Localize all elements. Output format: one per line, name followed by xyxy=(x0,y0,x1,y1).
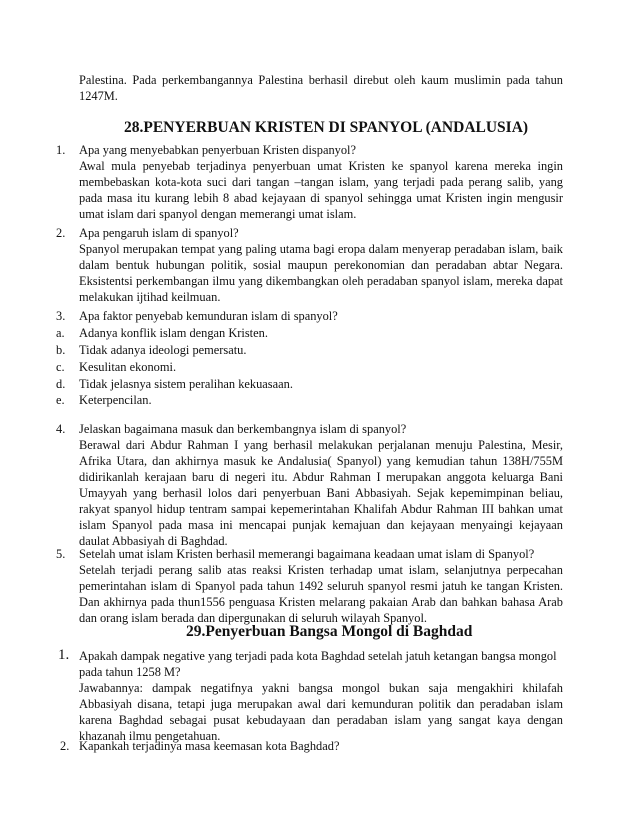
section-29-title: 29.Penyerbuan Bangsa Mongol di Baghdad xyxy=(186,623,473,640)
question-number: 1. xyxy=(58,647,70,663)
answer-paragraph: Setelah terjadi perang salib atas reaksi Kristen terhadap umat islam, selanjutnya perpecahan pemerintahan islam di Spanyol pada tahun 1492 seluruh spanyol resmi jatuh ke tangan Kristen. Dan akhirnya pada thun1556 penguasa Kristen melarang pakaian Arab dan bahkan bahasa Arab dan orang islam berada dan dipergunakan di seluruh wilayah Spanyol. xyxy=(79,563,563,625)
list-letter: a. xyxy=(56,326,65,340)
list-letter: d. xyxy=(56,377,66,391)
answer-paragraph: Jawabannya: dampak negatifnya yakni bangsa mongol bukan saja mengakhiri khilafah Abbasiyah disana, tetapi juga merupakan awal dari kemunduran politik dan peradaban islam karena Baghdad sebagai pusat kebudayaan dan peradaban islam yang sangat kaya dengan khazanah ilmu pengetahuan. xyxy=(79,681,563,743)
list-letter: c. xyxy=(56,360,65,374)
intro-paragraph: Palestina. Pada perkembangannya Palestina berhasil direbut oleh kaum muslimin pada tahun 1247M. xyxy=(79,73,563,103)
question-text: Apa faktor penyebab kemunduran islam di spanyol? xyxy=(79,309,338,323)
question-number: 4. xyxy=(56,422,66,436)
question-text: Apakah dampak negative yang terjadi pada kota Baghdad setelah jatuh ketangan bangsa mongol xyxy=(79,649,557,663)
list-item-text: Tidak jelasnya sistem peralihan kekuasaan. xyxy=(79,377,293,391)
list-letter: b. xyxy=(56,343,66,357)
list-item-text: Adanya konflik islam dengan Kristen. xyxy=(79,326,268,340)
question-number: 2. xyxy=(56,226,66,240)
question-text: Kapankah terjadinya masa keemasan kota Baghdad? xyxy=(79,739,340,753)
question-number: 3. xyxy=(56,309,66,323)
question-number: 5. xyxy=(56,547,66,561)
list-item-text: Kesulitan ekonomi. xyxy=(79,360,177,374)
question-text: Setelah umat islam Kristen berhasil memerangi bagaimana keadaan umat islam di Spanyol? xyxy=(79,547,535,561)
question-number: 2. xyxy=(60,739,70,753)
question-text: Apa pengaruh islam di spanyol? xyxy=(79,226,239,240)
list-item-text: Tidak adanya ideologi pemersatu. xyxy=(79,343,247,357)
list-letter: e. xyxy=(56,393,65,407)
question-text-continued: pada tahun 1258 M? xyxy=(79,665,181,679)
question-text: Jelaskan bagaimana masuk dan berkembangnya islam di spanyol? xyxy=(79,422,407,436)
section-28-title: 28.PENYERBUAN KRISTEN DI SPANYOL (ANDALUSIA) xyxy=(124,119,529,136)
answer-paragraph: Spanyol merupakan tempat yang paling utama bagi eropa dalam menyerap peradaban islam, baik dalam bentuk hubungan politik, sosial maupun perekonomian dan peradaban abtar Negara. Eksistentsi perkembangan ilmu yang dikembangkan oleh peradaban spanyol islam, mereka dapat melakukan ijtihad keilmuan. xyxy=(79,242,563,304)
answer-paragraph: Berawal dari Abdur Rahman I yang berhasil melakukan perjalanan menuju Palestina, Mesir, Afrika Utara, dan akhirnya masuk ke Andalusia( Spanyol) yang kemudian tahun 138H/755M didirikanlah kerajaan baru di negeri itu. Abdur Rahman I merupakan anggota keluarga Bani Umayyah yang berhasil lolos dari penyerbuan Bani Abbasiyah. Sejak kepemimpinan beliau, rakyat spanyol hidup tentram sampai kepemerintahan Khalifah Abdur Rahman III bahkan umat islam Spanyol pada masa ini mencapai punjak kemajuan dan kejayaan menyaingi kejayaan daulat Abbasiyah di Baghdad. xyxy=(79,438,563,548)
answer-paragraph: Awal mula penyebab terjadinya penyerbuan umat Kristen ke spanyol karena mereka ingin membebaskan kota-kota suci dari tangan –tangan islam, yang terjadi pada perang salib, yang pada masa itu kurang lebih 8 abad kejayaan di spanyol sehingga umat Kristen ingin mengusir umat islam dari spanyol dengan memerangi umat islam. xyxy=(79,159,563,221)
question-number: 1. xyxy=(56,143,66,157)
list-item-text: Keterpencilan. xyxy=(79,393,152,407)
question-text: Apa yang menyebabkan penyerbuan Kristen dispanyol? xyxy=(79,143,356,157)
